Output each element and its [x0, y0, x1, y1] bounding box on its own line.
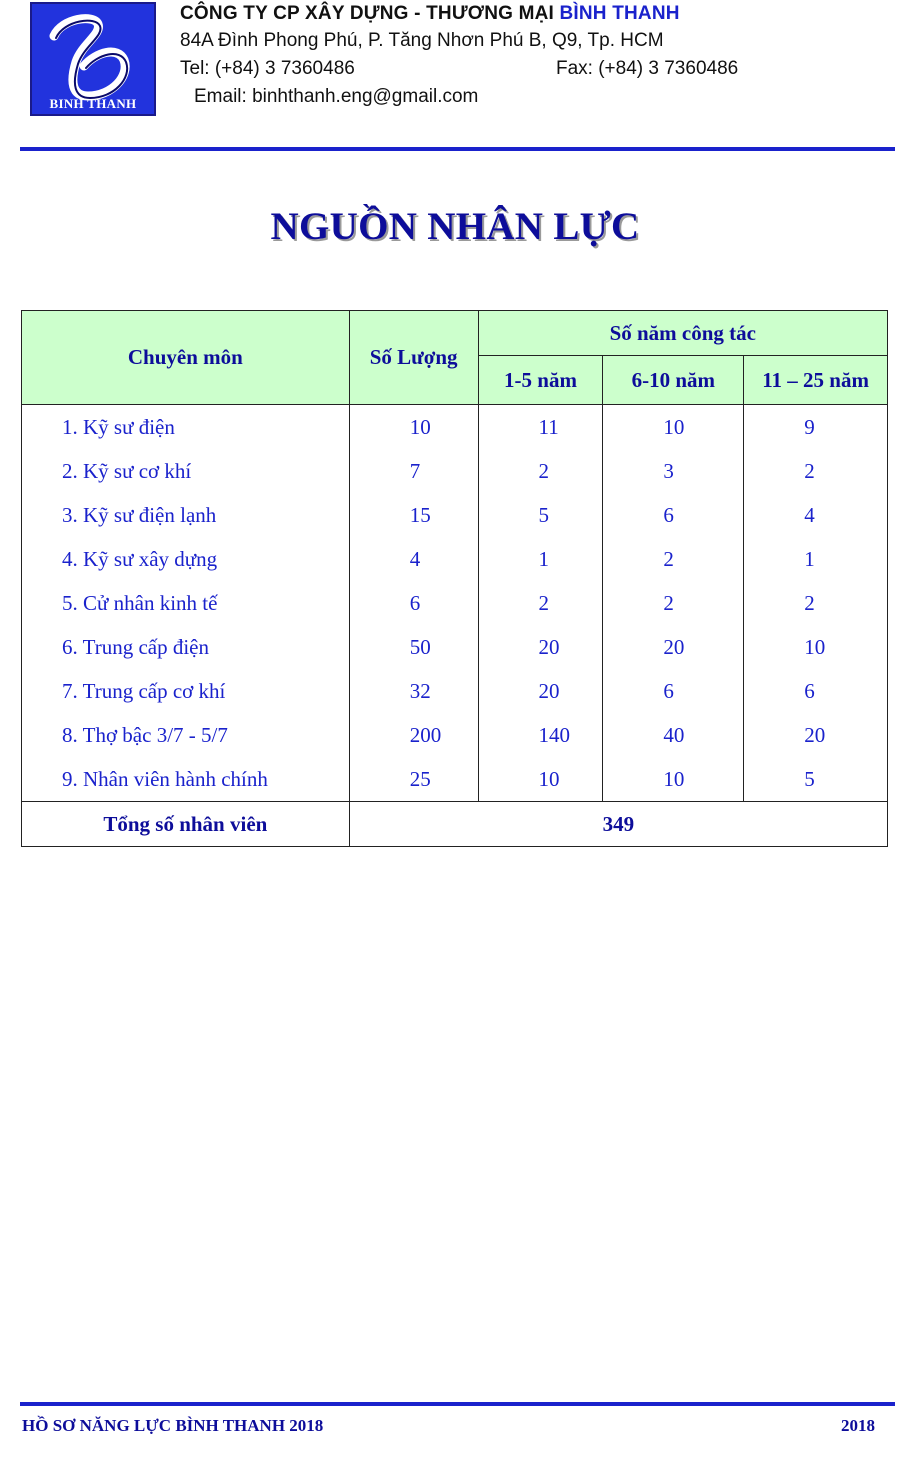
table-row [22, 581, 888, 625]
header-years-6-10: 6-10 năm [603, 356, 744, 405]
row-specialty: 7. Trung cấp cơ khí [22, 669, 350, 713]
total-value: 349 [349, 802, 887, 847]
footer-year: 2018 [841, 1416, 875, 1435]
row-years-11-25: 5 [744, 757, 888, 802]
row-years-6-10: 2 [603, 581, 744, 625]
contact-row [180, 58, 790, 86]
company-name-prefix: CÔNG TY CP XÂY DỰNG - THƯƠNG MẠI [180, 3, 560, 24]
table-header-row [22, 311, 888, 356]
row-quantity: 200 [349, 713, 478, 757]
table-row [22, 405, 888, 450]
row-years-1-5: 20 [478, 625, 603, 669]
footer-title: HỒ SƠ NĂNG LỰC BÌNH THANH 2018 [22, 1416, 324, 1435]
table-row [22, 537, 888, 581]
row-years-1-5: 140 [478, 713, 603, 757]
row-quantity: 32 [349, 669, 478, 713]
row-quantity: 6 [349, 581, 478, 625]
row-years-11-25: 20 [744, 713, 888, 757]
footer-divider [20, 1402, 895, 1406]
row-years-11-25: 1 [744, 537, 888, 581]
header-years-group: Số năm công tác [478, 311, 887, 356]
row-years-11-25: 9 [744, 405, 888, 450]
company-name [180, 3, 790, 30]
row-specialty: 5. Cử nhân kinh tế [22, 581, 350, 625]
company-brand: BÌNH THANH [559, 3, 680, 24]
row-specialty: 8. Thợ bậc 3/7 - 5/7 [22, 713, 350, 757]
row-quantity: 10 [349, 405, 478, 450]
staff-table [21, 310, 888, 847]
row-years-11-25: 2 [744, 449, 888, 493]
company-email: Email: binhthanh.eng@gmail.com [194, 86, 479, 107]
row-years-6-10: 10 [603, 757, 744, 802]
row-years-6-10: 2 [603, 537, 744, 581]
header-divider [20, 147, 895, 151]
row-specialty: 3. Kỹ sư điện lạnh [22, 493, 350, 537]
table-row [22, 493, 888, 537]
row-specialty: 2. Kỹ sư cơ khí [22, 449, 350, 493]
page-title: NGUỒN NHÂN LỰC [270, 205, 640, 248]
row-quantity: 50 [349, 625, 478, 669]
table-row [22, 757, 888, 802]
row-years-1-5: 2 [478, 581, 603, 625]
row-years-6-10: 6 [603, 493, 744, 537]
row-quantity: 15 [349, 493, 478, 537]
row-specialty: 4. Kỹ sư xây dựng [22, 537, 350, 581]
row-specialty: 1. Kỹ sư điện [22, 405, 350, 450]
row-years-11-25: 2 [744, 581, 888, 625]
row-years-1-5: 20 [478, 669, 603, 713]
company-logo [30, 2, 156, 116]
row-years-1-5: 11 [478, 405, 603, 450]
row-years-11-25: 6 [744, 669, 888, 713]
company-fax: Fax: (+84) 3 7360486 [556, 58, 739, 79]
table-row [22, 669, 888, 713]
header-years-11-25: 11 – 25 năm [744, 356, 888, 405]
row-years-11-25: 4 [744, 493, 888, 537]
company-tel: Tel: (+84) 3 7360486 [180, 58, 355, 79]
row-specialty: 9. Nhân viên hành chính [22, 757, 350, 802]
row-years-6-10: 10 [603, 405, 744, 450]
table-row [22, 713, 888, 757]
company-address: 84A Đình Phong Phú, P. Tăng Nhơn Phú B, Q9, Tp. HCM [180, 30, 664, 51]
total-label: Tổng số nhân viên [22, 802, 350, 847]
table-row [22, 449, 888, 493]
row-years-1-5: 2 [478, 449, 603, 493]
row-quantity: 4 [349, 537, 478, 581]
row-quantity: 7 [349, 449, 478, 493]
company-info [180, 3, 790, 108]
row-years-1-5: 1 [478, 537, 603, 581]
row-years-6-10: 3 [603, 449, 744, 493]
header-quantity: Số Lượng [349, 311, 478, 405]
row-years-6-10: 20 [603, 625, 744, 669]
table-row [22, 625, 888, 669]
row-years-6-10: 40 [603, 713, 744, 757]
row-specialty: 6. Trung cấp điện [22, 625, 350, 669]
header-years-1-5: 1-5 năm [478, 356, 603, 405]
row-years-6-10: 6 [603, 669, 744, 713]
row-quantity: 25 [349, 757, 478, 802]
header-specialty: Chuyên môn [22, 311, 350, 405]
row-years-11-25: 10 [744, 625, 888, 669]
logo-text: BINH THANH [49, 96, 137, 111]
total-row [22, 802, 888, 847]
row-years-1-5: 5 [478, 493, 603, 537]
row-years-1-5: 10 [478, 757, 603, 802]
